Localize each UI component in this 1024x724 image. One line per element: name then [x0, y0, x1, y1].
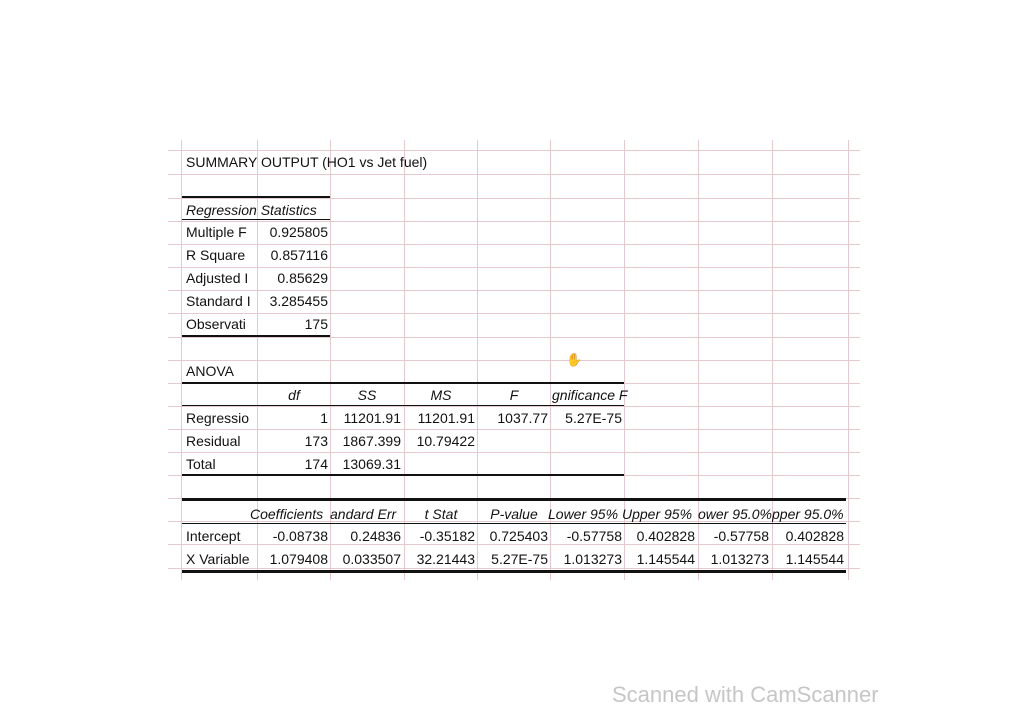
coef-cell: 1.079408	[269, 551, 328, 567]
anova-cell: Residual	[186, 433, 241, 449]
coef-header: Lower 95%	[548, 506, 619, 522]
coef-cell: -0.08738	[272, 528, 328, 544]
stat-label: Standard I	[186, 293, 251, 309]
stat-value: 0.925805	[269, 224, 328, 240]
coef-cell: -0.35182	[419, 528, 475, 544]
coef-cell: 0.24836	[350, 528, 401, 544]
coef-cell: -0.57758	[713, 528, 769, 544]
coef-cell: 1.013273	[710, 551, 769, 567]
coef-cell: 0.402828	[636, 528, 695, 544]
coef-cell: 1.145544	[785, 551, 844, 567]
coef-header: P-value	[490, 506, 538, 522]
stat-label: Multiple F	[186, 224, 247, 240]
coef-header: pper 95.0%	[772, 506, 844, 522]
stat-value: 3.285455	[269, 293, 328, 309]
anova-cell: 1037.77	[497, 410, 548, 426]
coef-cell: -0.57758	[566, 528, 622, 544]
coef-header: Upper 95%	[622, 506, 693, 522]
anova-cell: 5.27E-75	[565, 410, 622, 426]
stat-value: 0.857116	[270, 247, 328, 263]
anova-cell: Total	[186, 456, 216, 472]
watermark: Scanned with CamScanner	[612, 682, 879, 707]
coef-header: t Stat	[424, 506, 458, 522]
anova-header: F	[509, 387, 519, 403]
stat-value: 0.85629	[277, 270, 328, 286]
anova-cell: 11201.91	[417, 410, 475, 426]
coef-cell: 32.21443	[416, 551, 475, 567]
page-title: SUMMARY OUTPUT (HO1 vs Jet fuel)	[186, 154, 428, 170]
coef-header: andard Err	[330, 506, 397, 522]
stat-label: Observati	[186, 316, 246, 332]
coef-cell: 0.033507	[342, 551, 401, 567]
anova-cell: 173	[304, 433, 328, 449]
anova-cell: 10.79422	[416, 433, 475, 449]
coef-cell: X Variable	[186, 551, 250, 567]
anova-cell: 174	[304, 456, 328, 472]
anova-cell: Regressio	[186, 410, 250, 426]
anova-header: MS	[430, 387, 452, 403]
regression-statistics-header: Regression Statistics	[186, 202, 317, 218]
anova-cell: 1867.399	[342, 433, 401, 449]
anova-label: ANOVA	[186, 363, 234, 379]
anova-cell: 11201.91	[343, 410, 401, 426]
coef-cell: 1.145544	[636, 551, 695, 567]
hand-cursor-icon: ✋	[566, 352, 583, 367]
stat-label: Adjusted I	[186, 270, 249, 286]
coef-header: ower 95.0%	[698, 506, 772, 522]
coef-cell: 5.27E-75	[491, 551, 548, 567]
stat-label: R Square	[186, 247, 246, 263]
anova-header: gnificance F	[552, 387, 628, 403]
anova-header: df	[288, 387, 300, 403]
coef-cell: 0.402828	[785, 528, 844, 544]
coef-cell: 0.725403	[489, 528, 548, 544]
anova-cell: 1	[320, 410, 328, 426]
coef-header: Coefficients	[250, 506, 324, 522]
anova-cell: 13069.31	[342, 456, 401, 472]
spreadsheet-area	[168, 140, 860, 580]
coef-cell: Intercept	[186, 528, 241, 544]
anova-header: SS	[357, 387, 377, 403]
stat-value: 175	[304, 316, 328, 332]
coef-cell: 1.013273	[563, 551, 622, 567]
